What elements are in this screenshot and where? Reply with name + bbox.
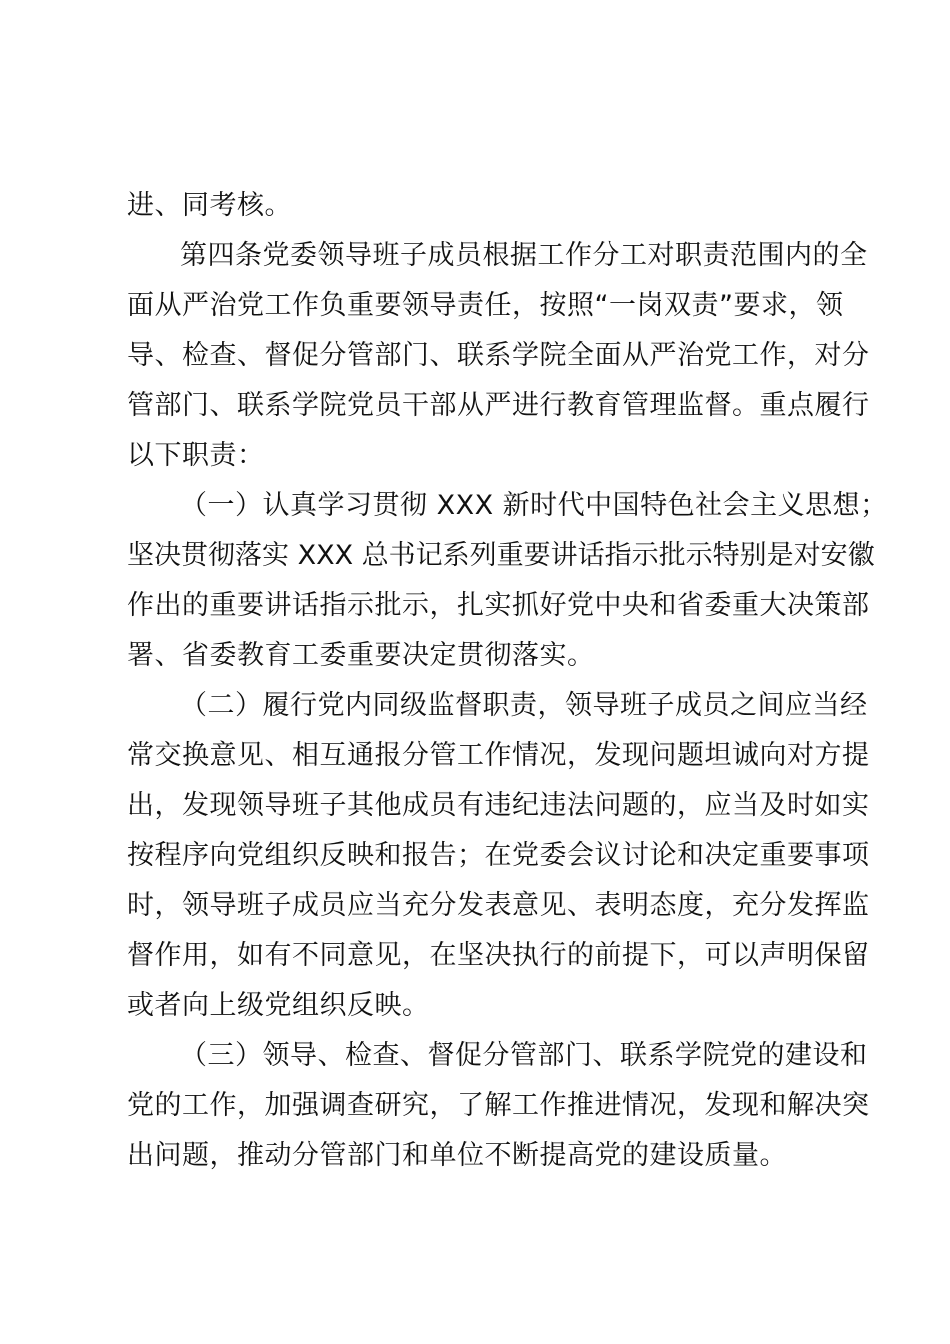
text-line: 以下职责： xyxy=(127,440,265,471)
text-line: 党的工作，加强调查研究，了解工作推进情况，发现和解决突 xyxy=(127,1090,870,1121)
text-line: 进、同考核。 xyxy=(127,190,292,221)
text-line: 按程序向党组织反映和报告；在党委会议讨论和决定重要事项 xyxy=(127,840,870,871)
text-line: 导、检查、督促分管部门、联系学院全面从严治党工作，对分 xyxy=(127,340,870,371)
paragraph-article-4-start: 第四条党委领导班子成员根据工作分工对职责范围内的全 xyxy=(180,240,868,271)
text-line: 作出的重要讲话指示批示，扎实抓好党中央和省委重大决策部 xyxy=(127,590,870,621)
text-line: 署、省委教育工委重要决定贯彻落实。 xyxy=(127,640,595,671)
text-line: 坚决贯彻落实 XXX 总书记系列重要讲话指示批示特别是对安徽 xyxy=(127,540,875,571)
paragraph-item-2-start: （二）履行党内同级监督职责，领导班子成员之间应当经 xyxy=(180,690,868,721)
text-line: 出，发现领导班子其他成员有违纪违法问题的，应当及时如实 xyxy=(127,790,870,821)
paragraph-item-3-start: （三）领导、检查、督促分管部门、联系学院党的建设和 xyxy=(180,1040,868,1071)
text-line: 时，领导班子成员应当充分发表意见、表明态度，充分发挥监 xyxy=(127,890,870,921)
text-line: 出问题，推动分管部门和单位不断提高党的建设质量。 xyxy=(127,1140,787,1171)
paragraph-item-1-start: （一）认真学习贯彻 XXX 新时代中国特色社会主义思想； xyxy=(180,490,888,521)
text-line: 面从严治党工作负重要领导责任，按照“一岗双责”要求，领 xyxy=(127,290,844,321)
document-body xyxy=(127,181,888,1181)
text-line: 管部门、联系学院党员干部从严进行教育管理监督。重点履行 xyxy=(127,390,870,421)
text-line: 或者向上级党组织反映。 xyxy=(127,990,430,1021)
text-line: 常交换意见、相互通报分管工作情况，发现问题坦诚向对方提 xyxy=(127,740,870,771)
text-line: 督作用，如有不同意见，在坚决执行的前提下，可以声明保留 xyxy=(127,940,870,971)
